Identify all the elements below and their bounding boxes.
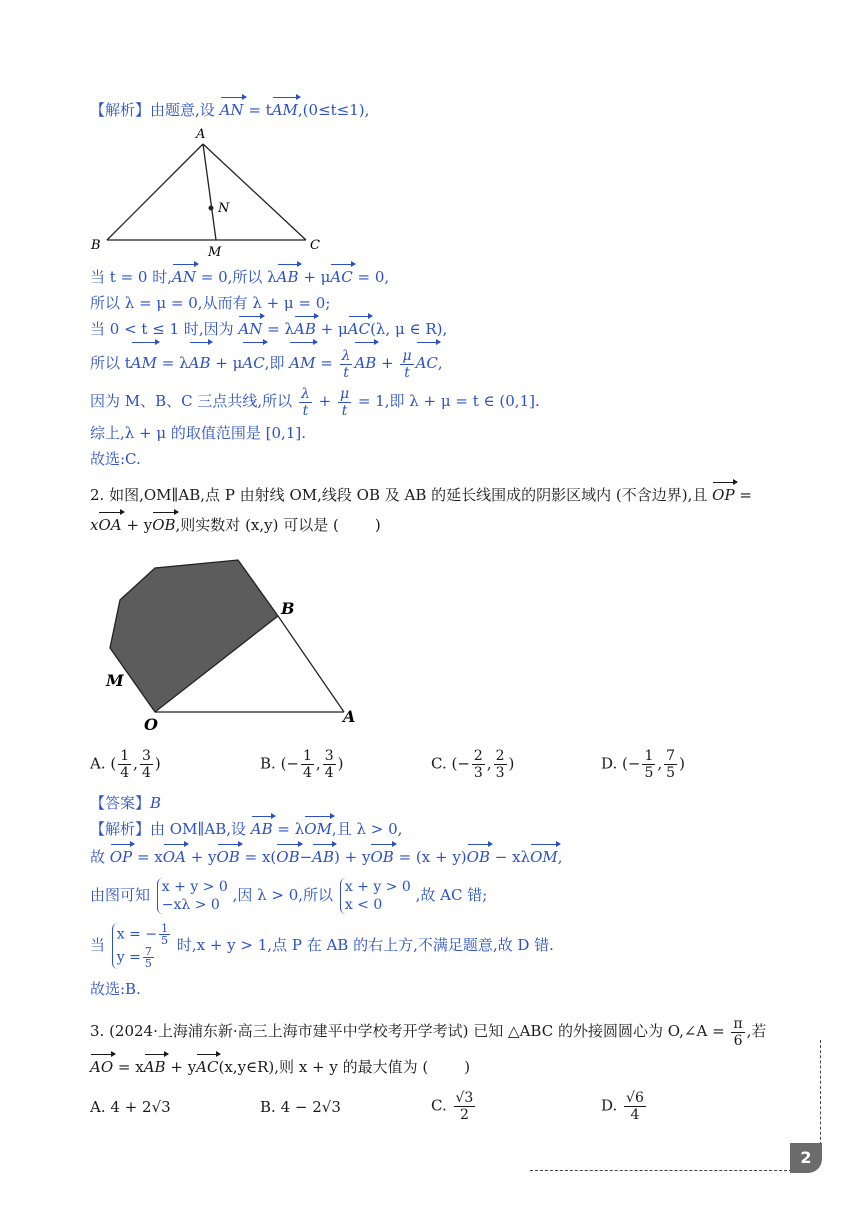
label-m: M bbox=[208, 245, 222, 260]
sol1-line-5: 所以 tAM = λAB + μAC,即 AM = $\frac{\lambda}{t}$ AB + $\frac{\mu}{t}$ AC, bbox=[90, 344, 443, 382]
q2-sol-line-4: 当 x = − $\frac{1}{5}$ y = $\frac{7}{5}$ 时,x + y > 1,点 P 在 AB 的右上方,不满足题意,故 D 错. bbox=[90, 922, 554, 970]
q2-option-b[interactable]: B. (− $\frac{1}{4}$ , $\frac{3}{4}$ ) bbox=[260, 748, 344, 781]
label-b: B bbox=[281, 599, 295, 618]
edge-ac bbox=[203, 144, 306, 240]
q2-option-c[interactable]: C. (− $\frac{2}{3}$ , $\frac{2}{3}$ ) bbox=[431, 748, 515, 781]
point-n bbox=[209, 206, 214, 211]
system-brace-3: x = − $\frac{1}{5}$ y = $\frac{7}{5}$ bbox=[112, 923, 172, 969]
q2-sol-line-5: 故选:B. bbox=[90, 980, 141, 998]
q3-option-b[interactable]: B. 4 − 2√3 bbox=[260, 1098, 341, 1116]
label-b: B bbox=[91, 238, 101, 253]
q2-answer-line: 【答案】B bbox=[90, 794, 162, 812]
q2-sol-line-1: 【解析】由 OM∥AB,设 AB = λOM,且 λ > 0, bbox=[90, 820, 403, 838]
label-a: A bbox=[343, 707, 356, 726]
q2-answer: B bbox=[150, 794, 162, 812]
system-brace-1: x + y > 0 −xλ > 0 bbox=[157, 878, 228, 914]
q2-sol-line-2: 故 OP = xOA + yOB = x(OB−AB) + yOB = (x + y)OB − xλOM, bbox=[90, 848, 563, 866]
segment-am bbox=[203, 144, 216, 240]
sol1-line-4: 当 0 < t ≤ 1 时,因为 AN = λAB + μAC(λ, μ ∈ R), bbox=[90, 320, 448, 338]
q2-stem-line-1: 2. 如图,OM∥AB,点 P 由射线 OM,线段 OB 及 AB 的延长线围成的阴影区域内 (不含边界),且 OP = bbox=[90, 486, 752, 504]
page-number-badge: 2 bbox=[790, 1143, 822, 1173]
q2-option-a[interactable]: A. ( $\frac{1}{4}$ , $\frac{3}{4}$ ) bbox=[90, 748, 161, 781]
q3-option-c[interactable]: C. $\frac{√3}{2}$ bbox=[431, 1090, 474, 1123]
fraction-mu-t: $\frac{\mu}{t}$ bbox=[402, 347, 412, 381]
sol1-line-8: 故选:C. bbox=[90, 450, 141, 468]
analysis-tag: 【解析】 bbox=[90, 101, 151, 119]
label-c: C bbox=[310, 238, 320, 253]
q2-stem-line-2: xOA + yOB,则实数对 (x,y) 可以是 ( ) bbox=[90, 516, 381, 534]
q3-stem-line-2: AO = xAB + yAC(x,y∈R),则 x + y 的最大值为 ( ) bbox=[90, 1058, 471, 1076]
label-m: M bbox=[106, 671, 124, 690]
q2-sol-line-3: 由图可知 x + y > 0 −xλ > 0 ,因 λ > 0,所以 x + y > 0 x < 0 ,故 AC 错; bbox=[90, 879, 488, 913]
vector-AM: AM bbox=[271, 101, 298, 119]
sol1-line-7: 综上,λ + μ 的取值范围是 [0,1]. bbox=[90, 424, 306, 442]
label-a: A bbox=[196, 127, 206, 142]
vector-AN: AN bbox=[219, 101, 244, 119]
triangle-abc-figure bbox=[85, 122, 335, 262]
fraction-lambda-t: $\frac{\lambda}{t}$ bbox=[341, 347, 351, 381]
sol1-line-2: 当 t = 0 时,AN = 0,所以 λAB + μAC = 0, bbox=[90, 268, 390, 286]
label-o: O bbox=[144, 715, 158, 734]
page-corner-dash-horizontal bbox=[530, 1170, 792, 1171]
q2-option-d[interactable]: D. (− $\frac{1}{5}$ , $\frac{7}{5}$ ) bbox=[601, 748, 685, 781]
q3-stem-line-1: 3. (2024·上海浦东新·高三上海市建平中学校考开学考试) 已知 △ABC 的外接圆圆心为 O,∠A = $\frac{\pi}{6}$ ,若 bbox=[90, 1015, 767, 1049]
q3-option-a[interactable]: A. 4 + 2√3 bbox=[90, 1098, 171, 1116]
sol1-line-1: 【解析】由题意,设 AN = tAM,(0≤t≤1), bbox=[90, 101, 370, 119]
page-corner-dash-vertical bbox=[820, 1040, 821, 1150]
shaded-region bbox=[110, 560, 278, 712]
q3-option-d[interactable]: D. $\frac{√6}{4}$ bbox=[601, 1090, 644, 1123]
sol1-line-6: 因为 M、B、C 三点共线,所以 $\frac{\lambda}{t}$ + $\frac{\mu}{t}$ = 1,即 λ + μ = t ∈ (0,1]. bbox=[90, 385, 540, 419]
system-brace-2: x + y > 0 x < 0 bbox=[340, 878, 411, 914]
sol1-line-3: 所以 λ = μ = 0,从而有 λ + μ = 0; bbox=[90, 294, 331, 312]
segment-ab bbox=[278, 616, 344, 712]
label-n: N bbox=[218, 201, 230, 216]
shaded-region-figure bbox=[100, 550, 370, 735]
edge-ab bbox=[107, 144, 203, 240]
